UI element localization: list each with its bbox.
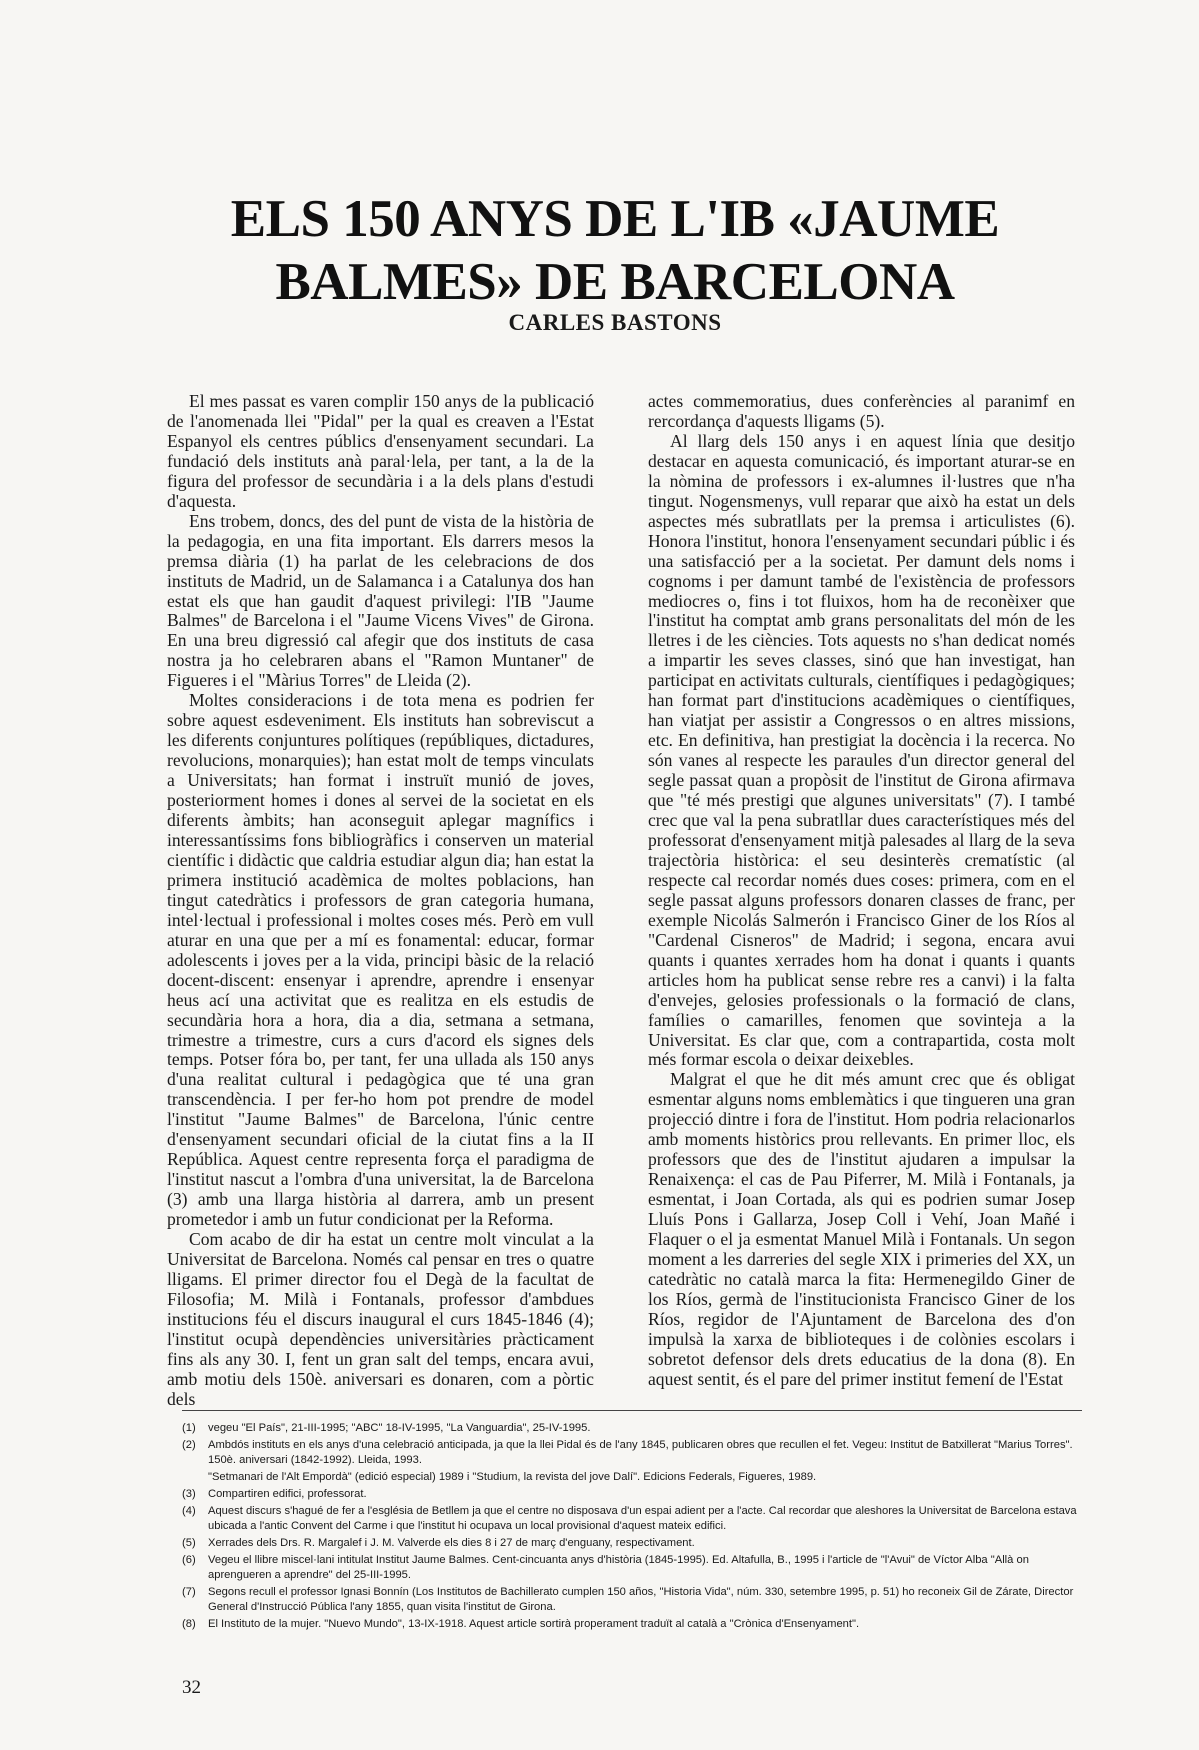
right-column xyxy=(648,392,1075,1390)
footnote-number: (1) xyxy=(182,1422,196,1434)
left-column xyxy=(167,392,594,1410)
footnote-text: Ambdós instituts en els anys d'una celebració anticipada, ja que la llei Pidal és de l'any 1845, publicaren obres que recullen el fet. Vegeu: Institut de Batxillerat "Marius Torres". 150è. aniversari (1842-1992). Lleida, 1993. xyxy=(208,1439,1073,1466)
footnote-text: Vegeu el llibre miscel·lani intitulat Institut Jaume Balmes. Cent-cincuanta anys d'història (1845-1995). Ed. Altafulla, B., 1995 i l'article de "l'Avui" de Víctor Alba "Allà on aprengueren a aprendre" del 25-III-1995. xyxy=(208,1554,1029,1581)
title-line-1: ELS 150 ANYS DE L'IB «JAUME xyxy=(230,190,1000,248)
footnote-text: vegeu "El País", 21-III-1995; "ABC" 18-IV-1995, "La Vanguardia", 25-IV-1995. xyxy=(208,1422,591,1434)
paragraph: Moltes consideracions i de tota mena es podrien fer sobre aquest esdeveniment. Els instituts han sobreviscut a les diferents conjuntures polítiques (repúbliques, dictadures, revolucions, monarquies); han estat molt de temps vinculats a Universitats; han format i instruït munió de joves, posteriorment homes i dones al servei de la societat en els diferents àmbits; han aconseguit aplegar magnífics i interessantíssims fons bibliogràfics i conserven un material científic i didàctic que caldria estudiar algun dia; han estat la primera institució acadèmica de moltes poblacions, han tingut catedràtics i professors de gran categoria humana, intel·lectual i professional i moltes coses més. Però em vull aturar en una que per a mí es fonamental: educar, formar adolescents i joves per a la vida, principi bàsic de la relació docent-discent: ensenyar i aprendre, aprendre i ensenyar heus ací una activitat que es realitza en els estudis de secundària hora a hora, dia a dia, setmana a setmana, trimestre a trimestre, curs a curs d'acord els signes dels temps. Potser fóra bo, per tant, fer una ullada als 150 anys d'una realitat cultural i pedagògica que té una gran transcendència. I per fer-ho hom pot prendre de model l'institut "Jaume Balmes" de Barcelona, l'únic centre d'ensenyament secundari oficial de la ciutat fins a la II República. Aquest centre representa força el paradigma de l'institut nascut a l'ombra d'una universitat, la de Barcelona (3) amb una llarga història al darrera, amb un present prometedor i amb un futur condicionat per la Reforma. xyxy=(167,690,594,1230)
article-title xyxy=(150,188,1080,314)
footnote-number: (5) xyxy=(182,1537,196,1549)
paragraph: Malgrat el que he dit més amunt crec que és obligat esmentar alguns noms emblemàtics i que tingueren una gran projecció dintre i fora de l'institut. Hom podria relacionarlos amb moments històrics prou rellevants. En primer lloc, els professors que des de l'institut ajudaren a impulsar la Renaixença: el cas de Pau Piferrer, M. Milà i Fontanals, ja esmentat, i Joan Cortada, als qui es podrien sumar Josep Lluís Pons i Gallarza, Josep Coll i Vehí, Joan Mañé i Flaquer o el ja esmentat Manuel Milà i Fontanals. Un segon moment a les darreries del segle XIX i primeries del XX, un catedràtic no català marca la fita: Hermenegildo Giner de los Ríos, germà de l'institucionista Francisco Giner de los Ríos, regidor de l'Ajuntament de Barcelona des d'on impulsà la xarxa de biblioteques i de colònies escolars i sobretot defensor dels drets educatius de la dona (8). En aquest sentit, és el pare del primer institut femení de l'Estat xyxy=(648,1069,1075,1389)
footnote-text: Xerrades dels Drs. R. Margalef i J. M. Valverde els dies 8 i 27 de març d'enguany, respectivament. xyxy=(208,1537,695,1549)
footnote-number: (3) xyxy=(182,1488,196,1500)
footnote xyxy=(182,1553,1082,1583)
page-number: 32 xyxy=(182,1677,201,1698)
footnote xyxy=(182,1536,1082,1551)
footnote xyxy=(182,1438,1082,1468)
footnote-text: "Setmanari de l'Alt Empordà" (edició especial) 1989 i "Studium, la revista del jove Dalí". Edicions Federals, Figueres, 1989. xyxy=(208,1471,817,1483)
footnote-text: Aquest discurs s'hagué de fer a l'església de Betllem ja que el centre no disposava d'un espai adient per a l'acte. Cal recordar que aleshores la Universitat de Barcelona estava ubicada a l'antic Convent del Carme i que l'institut hi ocupava un local provisional d'aquest mateix edifici. xyxy=(208,1505,1077,1532)
footnotes xyxy=(182,1410,1082,1634)
footnote xyxy=(182,1585,1082,1615)
paragraph: Al llarg dels 150 anys i en aquest línia que desitjo destacar en aquesta comunicació, és important aturar-se en la nòmina de professors i ex-alumnes il·lustres que n'ha tingut. Nogensmenys, vull reparar que això ha estat un dels aspectes més subratllats per la premsa i articulistes (6). Honora l'institut, honora l'ensenyament secundari públic i és una satisfacció per a la societat. Per damunt dels noms i cognoms i per damunt també de l'existència de professors mediocres o, fins i tot fluixos, hom ha de reconèixer que l'institut ha comptat amb grans personalitats del món de les lletres i de les ciències. Tots aquests no s'han dedicat només a impartir les seves classes, sinó que han investigat, han participat en activitats culturals, científiques i pedagògiques; han format part d'institucions acadèmiques o científiques, han viatjat per assistir a Congressos o en altres missions, etc. En definitiva, han prestigiat la docència i la recerca. No són vanes al respecte les paraules d'un director general del segle passat quan a propòsit de l'institut de Girona afirmava que "té més prestigi que algunes universitats" (7). I també crec que val la pena subratllar dues característiques més del professorat d'ensenyament mitjà palesades al llarg de la seva trajectòria històrica: el seu desinterès crematístic (al respecte cal recordar només dues coses: primera, com en el segle passat alguns professors donaren classes de franc, per exemple Nicolás Salmerón i Francisco Giner de los Ríos al "Cardenal Cisneros" de Madrid; i segona, encara avui quants i quantes xerrades hom ha donat i quants i quants articles hom ha publicat sense rebre res a canvi) i la falta d'envejes, gelosies professionals o la formació de clans, famílies o camarilles, fenomen que sovinteja a la Universitat. Es clar que, com a contrapartida, costa molt més formar escola o deixar deixebles. xyxy=(648,430,1075,1070)
footnote-number xyxy=(182,1470,208,1485)
footnote xyxy=(182,1470,1082,1485)
paragraph: actes commemoratius, dues conferències al paranimf en rercordança d'aquests lligams (5). xyxy=(648,391,1075,431)
footnote-number: (2) xyxy=(182,1439,196,1451)
footnote-number: (8) xyxy=(182,1618,196,1630)
footnote xyxy=(182,1504,1082,1534)
article-author: CARLES BASTONS xyxy=(508,310,722,335)
footnote-number: (4) xyxy=(182,1505,196,1517)
paragraph: Ens trobem, doncs, des del punt de vista de la història de la pedagogia, en una fita important. Els darrers mesos la premsa diària (1) ha parlat de les celebracions de dos instituts de Madrid, un de Salamanca i a Catalunya dos han estat els que han gaudit d'aquest privilegi: l'IB "Jaume Balmes" de Barcelona i el "Jaume Vicens Vives" de Girona. En una breu digressió cal afegir que dos instituts de casa nostra ja ho celebraren abans el "Ramon Muntaner" de Figueres i el "Màrius Torres" de Lleida (2). xyxy=(167,510,594,691)
footnote-number: (7) xyxy=(182,1586,196,1598)
title-line-2: BALMES» DE BARCELONA xyxy=(275,253,955,311)
footnote xyxy=(182,1617,1082,1632)
paragraph: Com acabo de dir ha estat un centre molt vinculat a la Universitat de Barcelona. Només cal pensar en tres o quatre lligams. El primer director fou el Degà de la facultat de Filosofia; M. Milà i Fontanals, professor d'ambdues institucions féu el discurs inaugural el curs 1845-1846 (4); l'institut ocupà dependències universitàries pràcticament fins als any 30. I, fent un gran salt del temps, encara avui, amb motiu dels 150è. aniversari es donaren, com a pòrtic dels xyxy=(167,1229,594,1409)
footnote xyxy=(182,1421,1082,1436)
footnote xyxy=(182,1487,1082,1502)
footnote-text: El Instituto de la mujer. "Nuevo Mundo", 13-IX-1918. Aquest article sortirà properament traduït al català a "Crònica d'Ensenyament". xyxy=(208,1618,860,1630)
footnote-text: Compartiren edifici, professorat. xyxy=(208,1488,367,1500)
footnote-number: (6) xyxy=(182,1554,196,1566)
paragraph: El mes passat es varen complir 150 anys de la publicació de l'anomenada llei "Pidal" per la qual es creaven a l'Estat Espanyol els centres públics d'ensenyament secundari. La fundació dels instituts anà paral·lela, per tant, a la de la figura del professor de secundària i a la dels plans d'estudi d'aquesta. xyxy=(167,391,594,511)
footnote-text: Segons recull el professor Ignasi Bonnín (Los Institutos de Bachillerato cumplen 150 años, "Historia Vida", núm. 330, setembre 1995, p. 51) ho reconeix Gil de Zárate, Director General d'Instrucció Pública l'any 1855, quan visita l'institut de Girona. xyxy=(208,1586,1074,1613)
